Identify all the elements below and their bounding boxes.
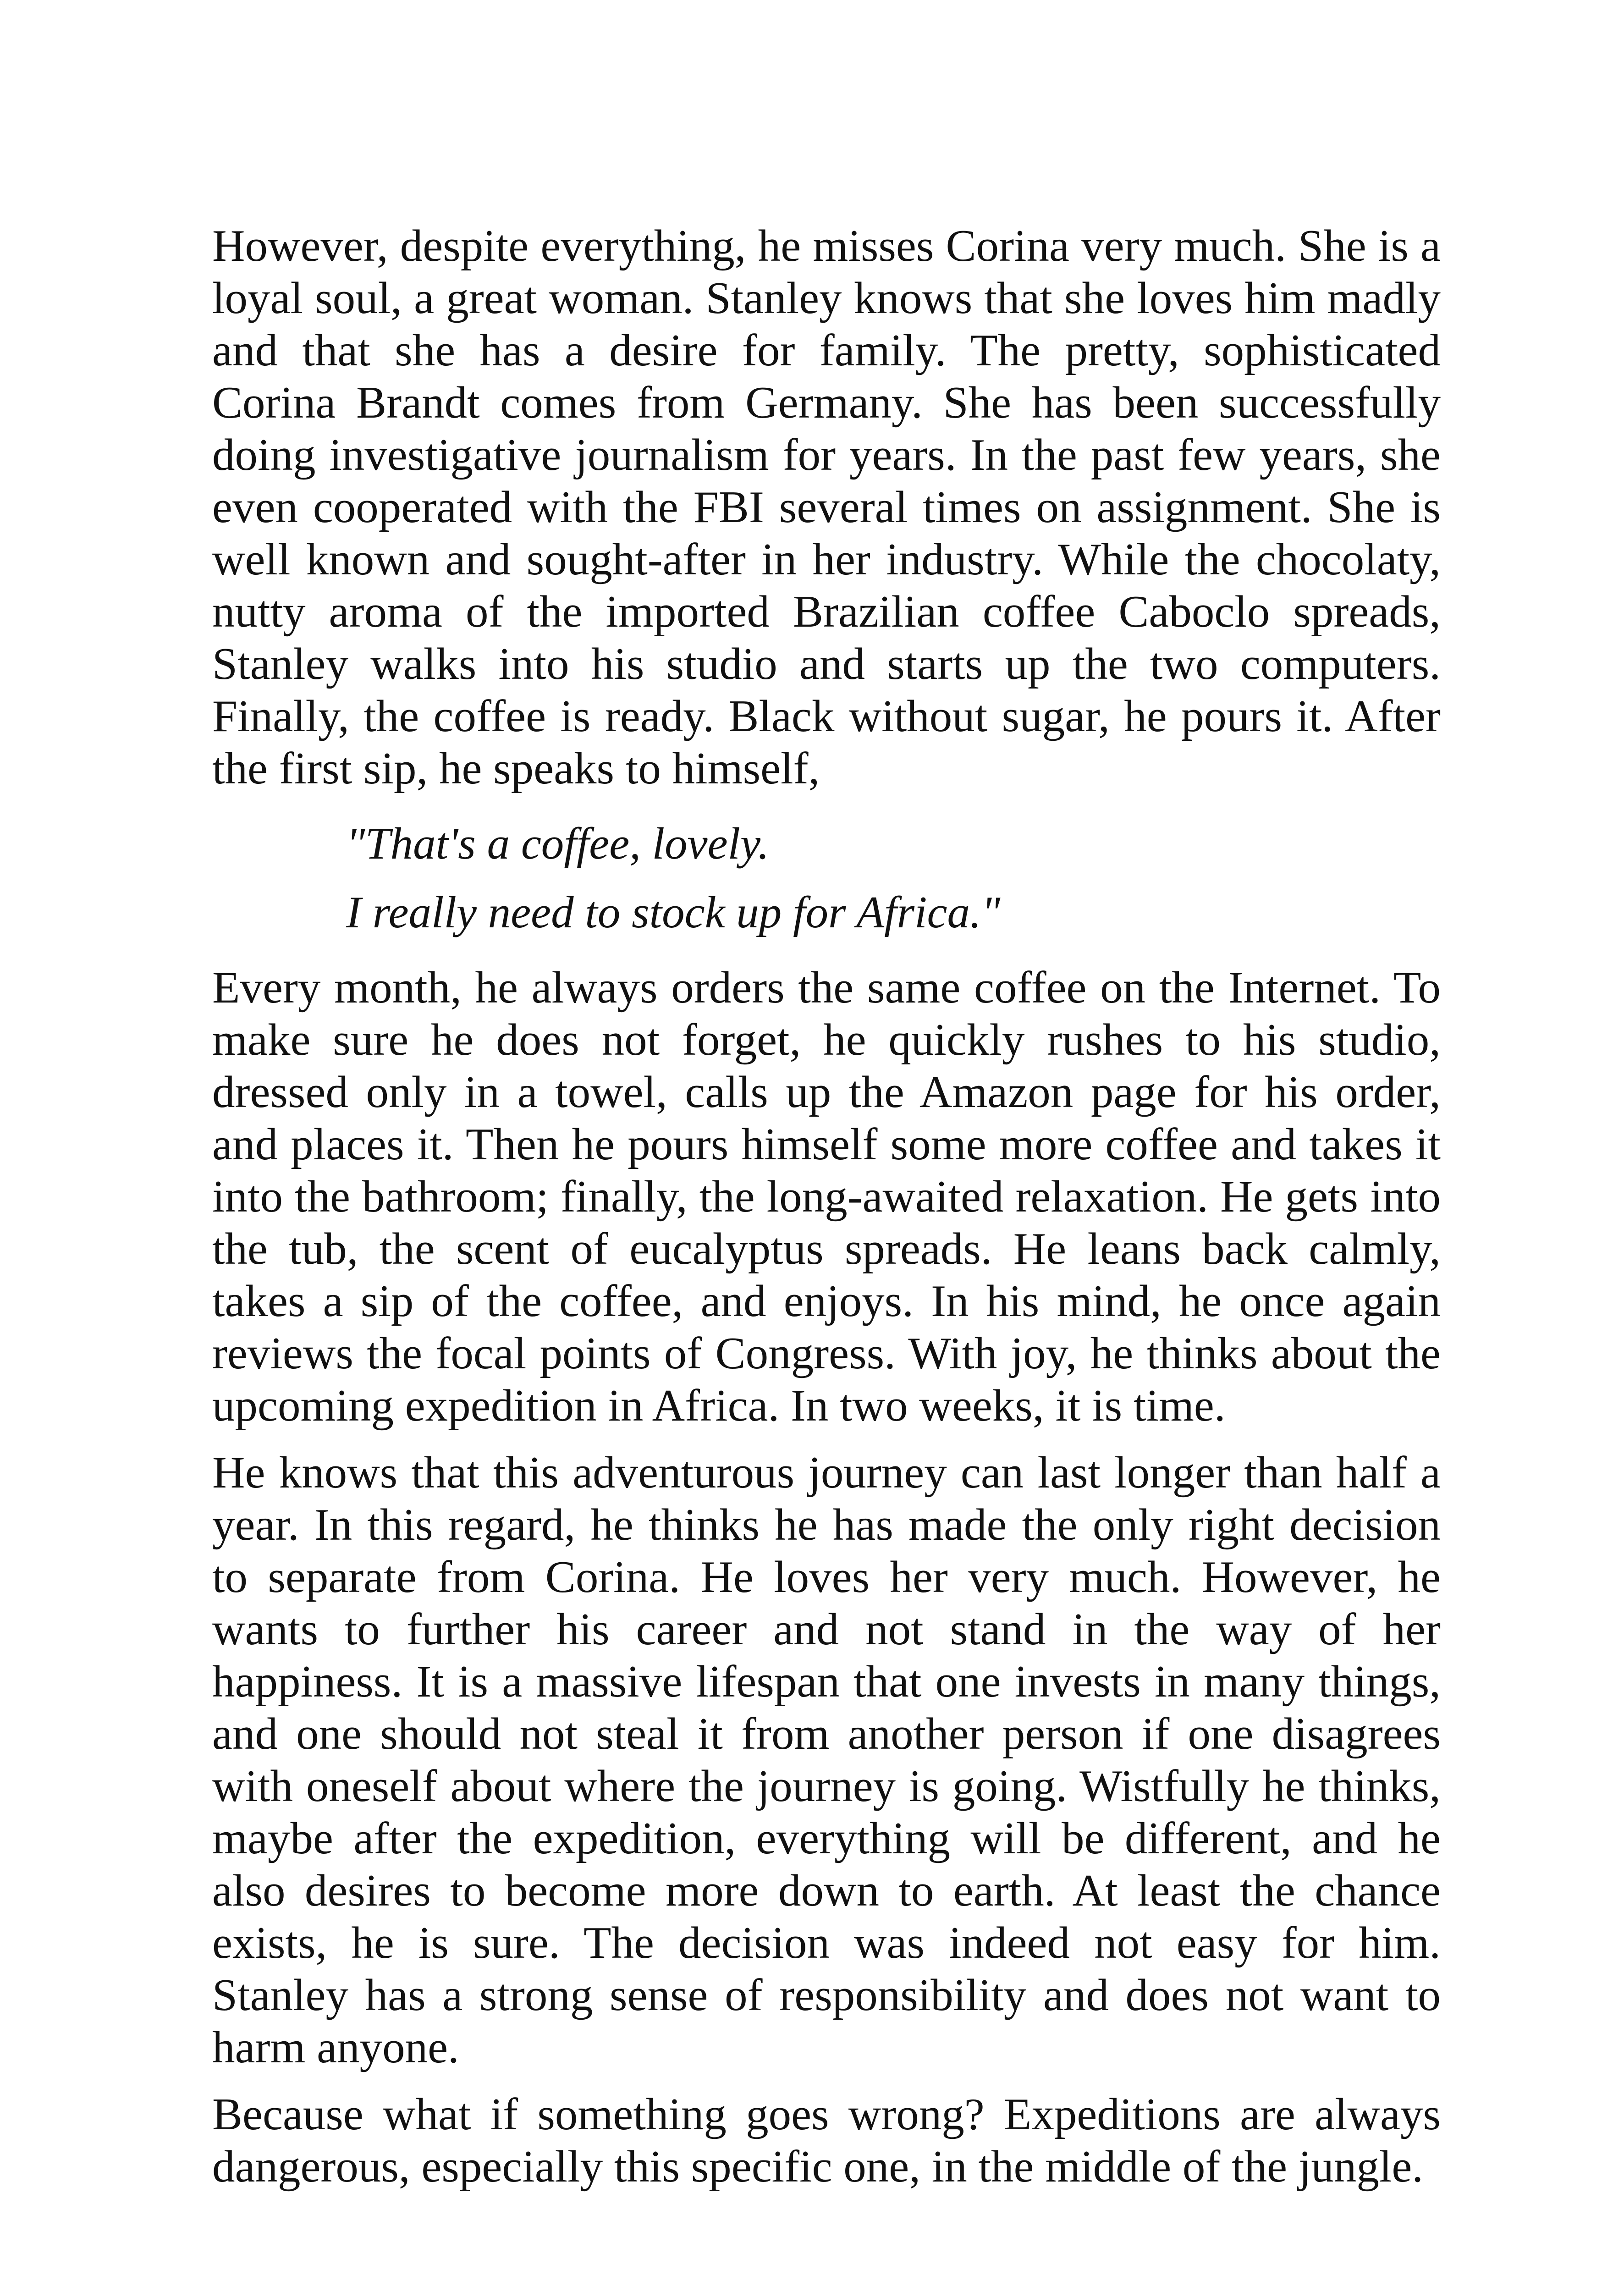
paragraph: Every month, he always orders the same coffee on the Internet. To make sure he does not forget, he quickly rushes to his studio, dressed only in a towel, calls up the Amazon page for his order, and places it. Then he pours himself some more coffee and takes it into the bathroom; finally, the long-awaited relaxation. He gets into the tub, the scent of eucalyptus spreads. He leans back calmly, takes a sip of the coffee, and enjoys. In his mind, he once again reviews the focal points of Congress. With joy, he thinks about the upcoming expedition in Africa. In two weeks, it is time.: [212, 963, 1441, 1431]
paragraph: However, despite everything, he misses Corina very much. She is a loyal soul, a great woman. Stanley knows that she loves him madly and that she has a desire for family. The pretty, sophisticated Corina Brandt comes from Germany. She has been successfully doing investigative journalism for years. In the past few years, she even cooperated with the FBI several times on assignment. She is well known and sought-after in her industry. While the chocolaty, nutty aroma of the imported Brazilian coffee Caboclo spreads, Stanley walks into his studio and starts up the two computers. Finally, the coffee is ready. Black without sugar, he pours it. After the first sip, he speaks to himself,: [212, 221, 1441, 793]
quoted-speech: [212, 818, 1441, 939]
paragraph: Because what if something goes wrong? Expeditions are always dangerous, especially this specific one, in the middle of the jungle.: [212, 2089, 1441, 2192]
quote-line: I really need to stock up for Africa.": [346, 887, 1001, 937]
body-text: [212, 220, 1441, 2208]
paragraph: He knows that this adventurous journey can last longer than half a year. In this regard, he thinks he has made the only right decision to separate from Corina. He loves her very much. However, he wants to further his career and not stand in the way of her happiness. It is a massive lifespan that one invests in many things, and one should not steal it from another person if one disagrees with oneself about where the journey is going. Wistfully he thinks, maybe after the expedition, everything will be different, and he also desires to become more down to earth. At least the chance exists, he is sure. The decision was indeed not easy for him. Stanley has a strong sense of responsibility and does not want to harm anyone.: [212, 1448, 1441, 2072]
quote-line: "That's a coffee, lovely.: [346, 819, 770, 869]
